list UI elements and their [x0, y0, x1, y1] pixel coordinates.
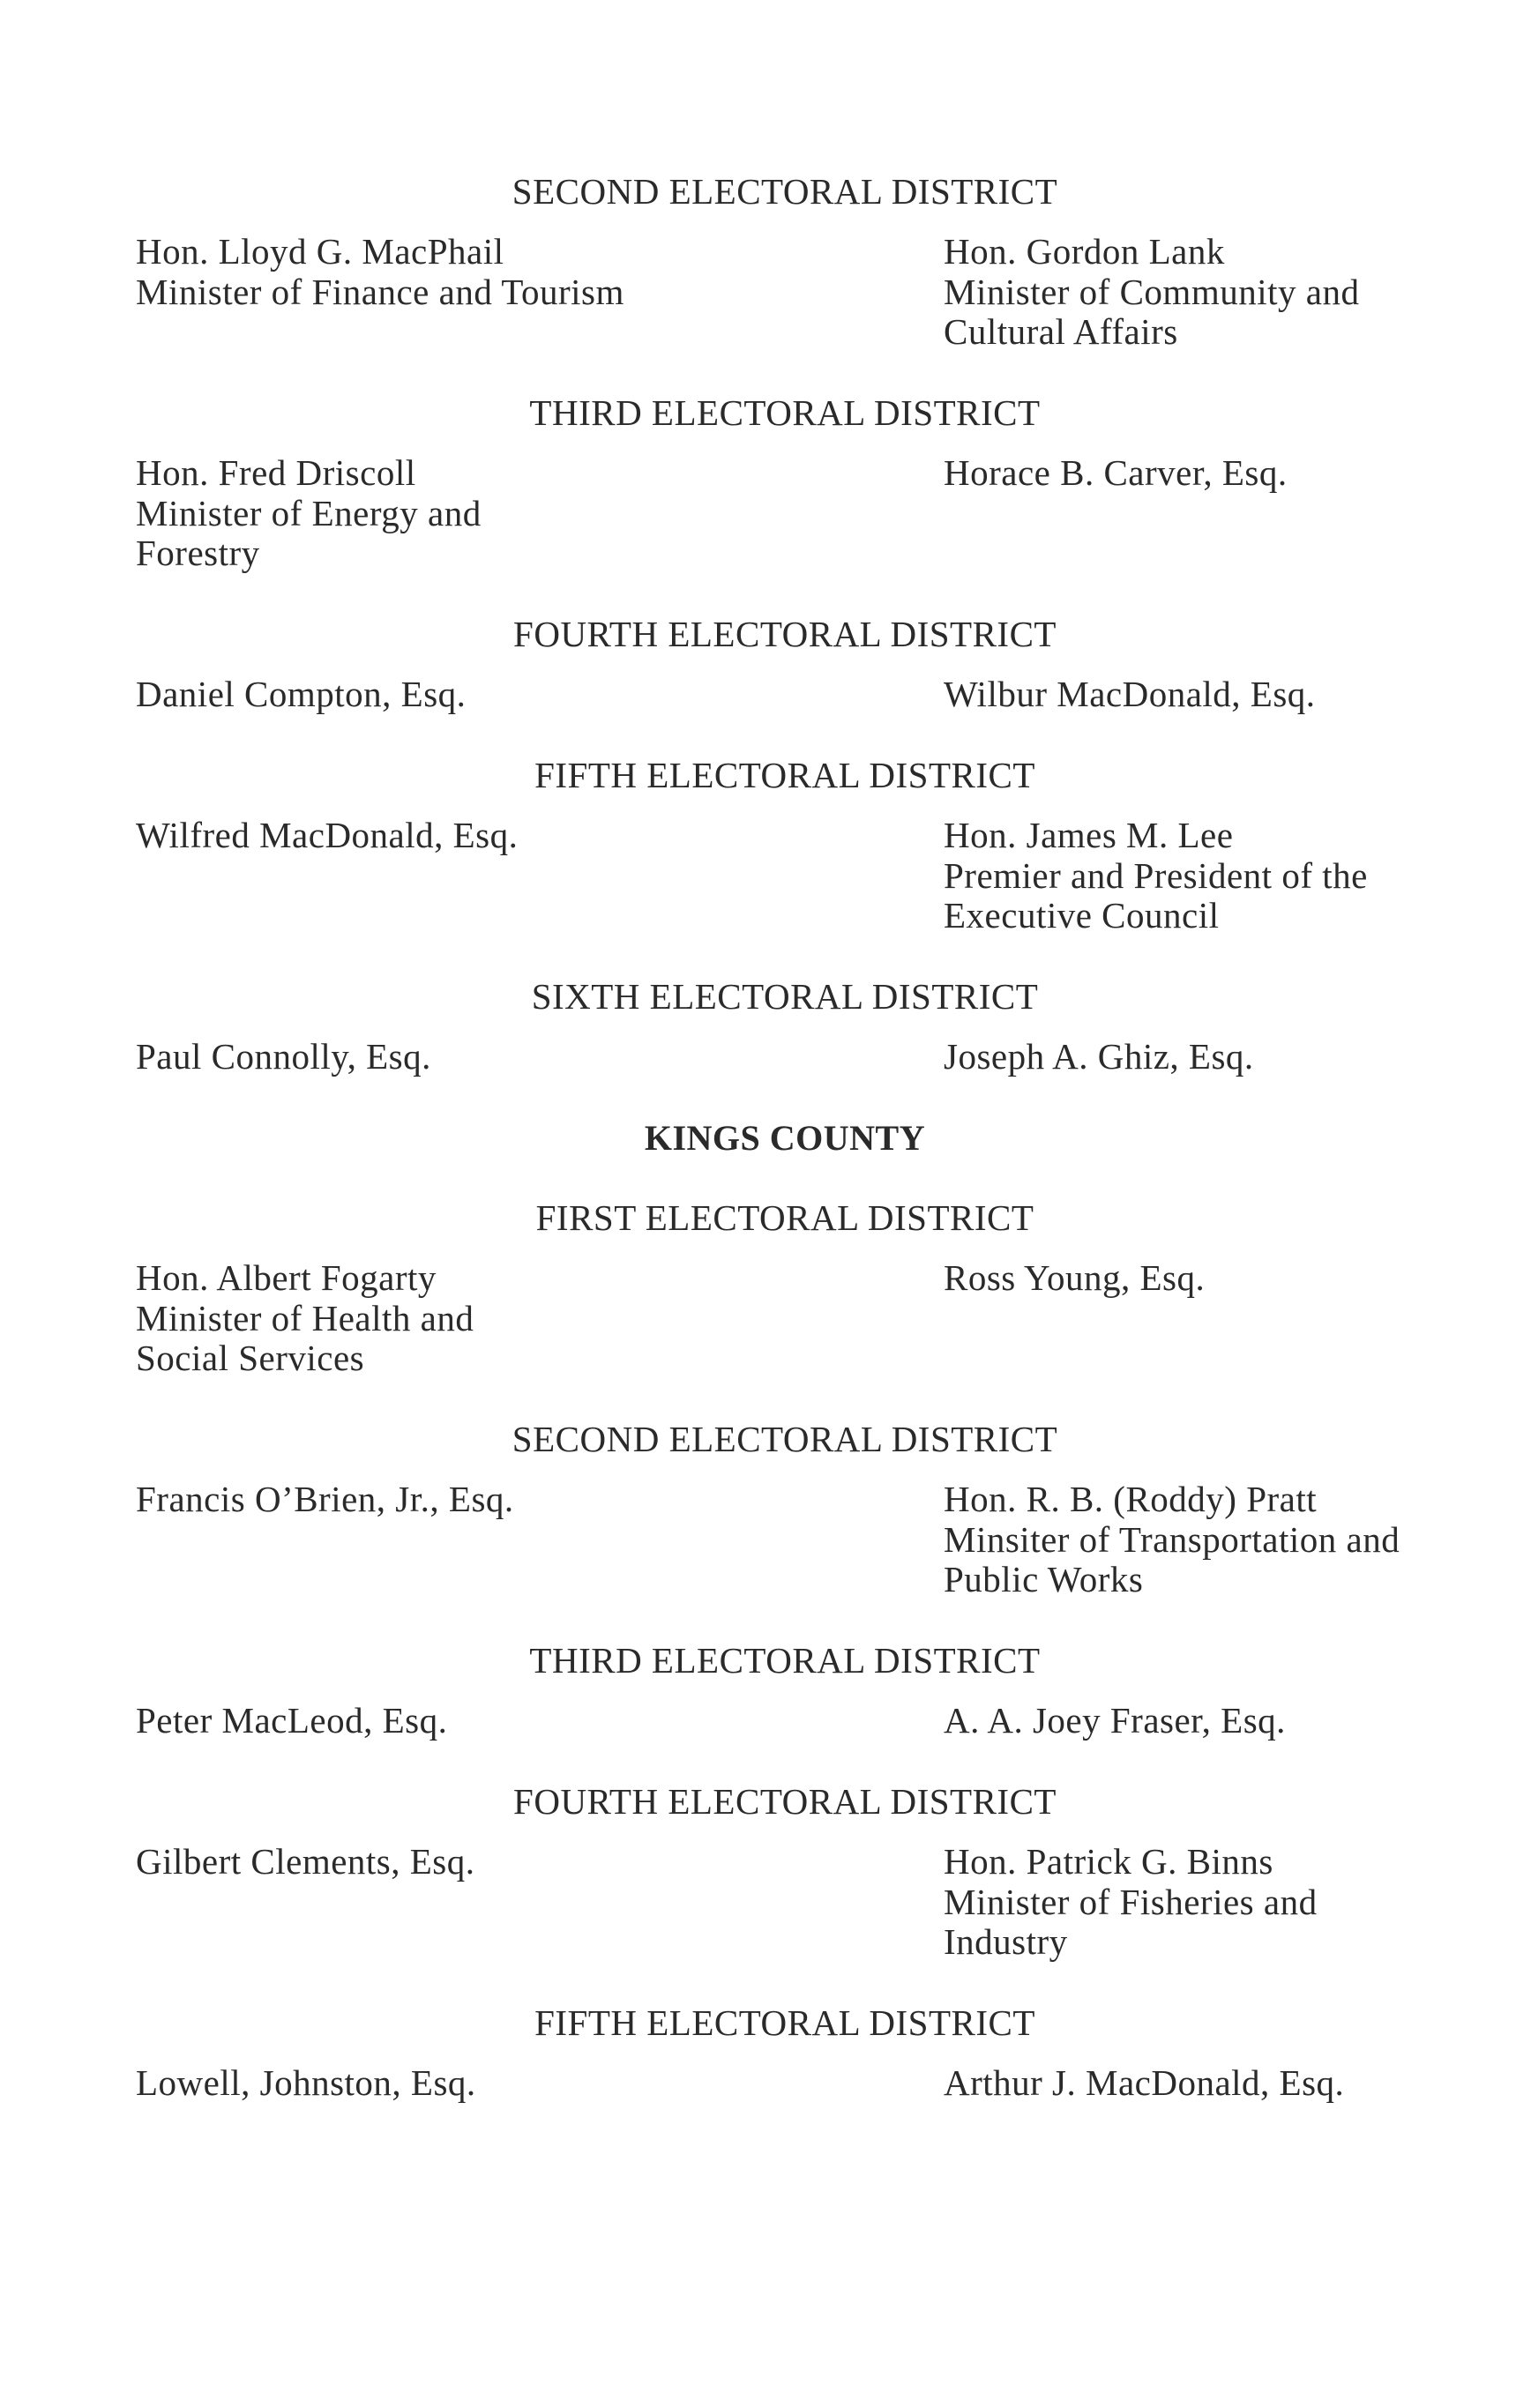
member-right [944, 2063, 1508, 2104]
district-heading: SECOND ELECTORAL DISTRICT [512, 1419, 1058, 1459]
member-name: Horace B. Carver, Esq. [944, 452, 1288, 493]
member-title: Forestry [136, 533, 260, 573]
member-name: Lowell, Johnston, Esq. [136, 2062, 476, 2103]
member-name: Wilfred MacDonald, Esq. [136, 815, 519, 855]
member-left [136, 232, 859, 312]
member-left [136, 816, 859, 856]
member-right [944, 1842, 1508, 1963]
district-heading: FOURTH ELECTORAL DISTRICT [513, 1781, 1057, 1822]
member-right [944, 453, 1508, 494]
member-title: Executive Council [944, 895, 1220, 936]
member-name: Hon. Albert Fogarty [136, 1257, 437, 1298]
district-heading: THIRD ELECTORAL DISTRICT [529, 1640, 1041, 1681]
member-name: Hon. James M. Lee [944, 815, 1234, 855]
member-left [136, 2063, 859, 2104]
member-title: Social Services [136, 1338, 365, 1378]
member-left [136, 1701, 859, 1741]
district-heading: FIRST ELECTORAL DISTRICT [535, 1197, 1034, 1238]
member-title: Minister of Fisheries and [944, 1881, 1318, 1922]
member-left [136, 675, 859, 715]
district-heading: SIXTH ELECTORAL DISTRICT [531, 976, 1039, 1017]
district-heading: FIFTH ELECTORAL DISTRICT [534, 2002, 1035, 2043]
member-left [136, 1480, 859, 1520]
member-right [944, 816, 1508, 936]
member-name: Hon. Lloyd G. MacPhail [136, 231, 504, 272]
member-name: Francis O’Brien, Jr., Esq. [136, 1479, 514, 1519]
member-right [944, 1701, 1508, 1741]
district-heading: FIFTH ELECTORAL DISTRICT [534, 755, 1035, 795]
district-heading: THIRD ELECTORAL DISTRICT [529, 392, 1041, 433]
member-right [944, 232, 1508, 353]
member-title: Minister of Energy and [136, 492, 482, 533]
member-name: Peter MacLeod, Esq. [136, 1700, 448, 1741]
member-left [136, 1842, 859, 1882]
member-name: Hon. R. B. (Roddy) Pratt [944, 1479, 1318, 1519]
member-title: Minister of Finance and Tourism [136, 271, 624, 312]
member-name: Hon. Gordon Lank [944, 231, 1225, 272]
member-name: Hon. Fred Driscoll [136, 452, 416, 493]
member-name: Hon. Patrick G. Binns [944, 1841, 1273, 1882]
member-title: Minsiter of Transportation and [944, 1518, 1400, 1560]
member-name: A. A. Joey Fraser, Esq. [944, 1700, 1286, 1741]
member-title: Industry [944, 1921, 1068, 1962]
district-heading: SECOND ELECTORAL DISTRICT [512, 171, 1058, 212]
member-right [944, 1037, 1508, 1077]
member-right [944, 675, 1508, 715]
district-heading: FOURTH ELECTORAL DISTRICT [513, 614, 1057, 654]
member-title: Minister of Community and [944, 271, 1360, 312]
member-title: Public Works [944, 1559, 1144, 1599]
member-name: Ross Young, Esq. [944, 1257, 1206, 1298]
member-left [136, 1037, 859, 1077]
member-name: Wilbur MacDonald, Esq. [944, 674, 1316, 714]
member-right [944, 1480, 1508, 1600]
county-heading: KINGS COUNTY [644, 1118, 926, 1158]
member-name: Gilbert Clements, Esq. [136, 1841, 475, 1882]
member-name: Daniel Compton, Esq. [136, 674, 467, 714]
member-title: Minister of Health and [136, 1297, 474, 1338]
member-name: Joseph A. Ghiz, Esq. [944, 1036, 1254, 1077]
member-right [944, 1258, 1508, 1299]
member-left [136, 453, 859, 574]
member-name: Arthur J. MacDonald, Esq. [944, 2062, 1345, 2103]
member-left [136, 1258, 859, 1379]
member-title: Cultural Affairs [944, 311, 1178, 352]
member-name: Paul Connolly, Esq. [136, 1036, 431, 1077]
member-title: Premier and President of the [944, 854, 1368, 896]
